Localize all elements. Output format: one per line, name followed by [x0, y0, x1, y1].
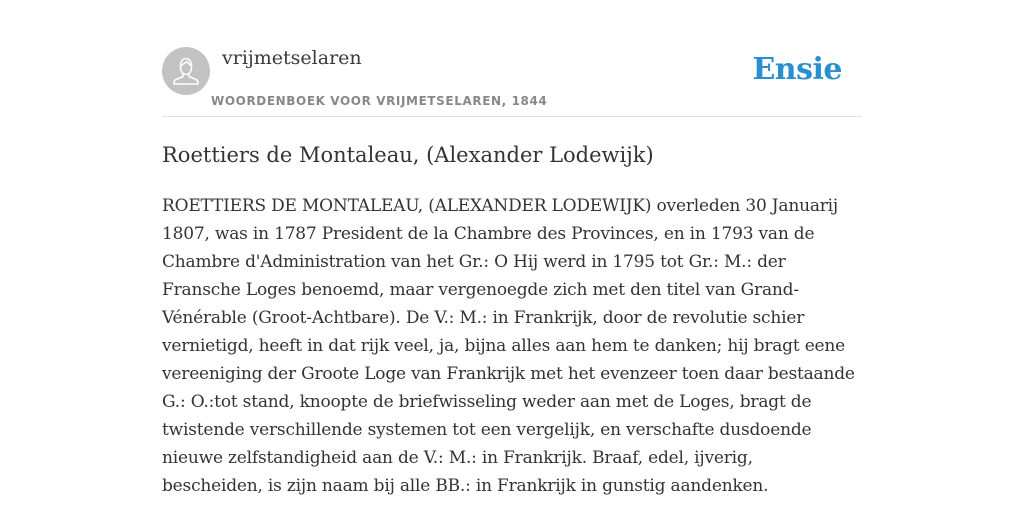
article-line: twistende verschillende systemen tot een vergelijk, en verschafte dusdoende — [162, 420, 812, 440]
article-body — [162, 192, 862, 500]
article-line: nieuwe zelfstandigheid aan de V.: M.: in Frankrijk. Braaf, edel, ijverig, — [162, 448, 753, 468]
article-line: G.: O.:tot stand, knoopte de briefwisseling weder aan met de Loges, bragt de — [162, 392, 812, 412]
author-link[interactable]: vrijmetselaren — [222, 47, 362, 69]
brand-logo[interactable]: Ensie — [752, 52, 842, 87]
page-title: Roettiers de Montaleau, (Alexander Lodewijk) — [162, 143, 654, 167]
article-line: Fransche Loges benoemd, maar vergenoegde zich met den titel van Grand- — [162, 280, 799, 300]
avatar[interactable] — [162, 47, 210, 95]
article-line: vernietigd, heeft in dat rijk veel, ja, bijna alles aan hem te danken; hij bragt eene — [162, 336, 846, 356]
user-silhouette-icon — [162, 47, 210, 95]
article-line: vereeniging der Groote Loge van Frankrijk met het evenzeer toen daar bestaande — [162, 364, 855, 384]
source-label[interactable]: WOORDENBOEK VOOR VRIJMETSELAREN, 1844 — [211, 94, 548, 108]
article-line: bescheiden, is zijn naam bij alle BB.: in Frankrijk in gunstig aandenken. — [162, 476, 769, 496]
article-line: Vénérable (Groot-Achtbare). De V.: M.: in Frankrijk, door de revolutie schier — [162, 308, 805, 328]
article-line: ROETTIERS DE MONTALEAU, (ALEXANDER LODEWIJK) overleden 30 Januarij — [162, 196, 838, 216]
page-header — [162, 46, 862, 117]
article-line: Chambre d'Administration van het Gr.: O Hij werd in 1795 tot Gr.: M.: der — [162, 252, 786, 272]
article-line: 1807, was in 1787 President de la Chambre des Provinces, en in 1793 van de — [162, 224, 815, 244]
